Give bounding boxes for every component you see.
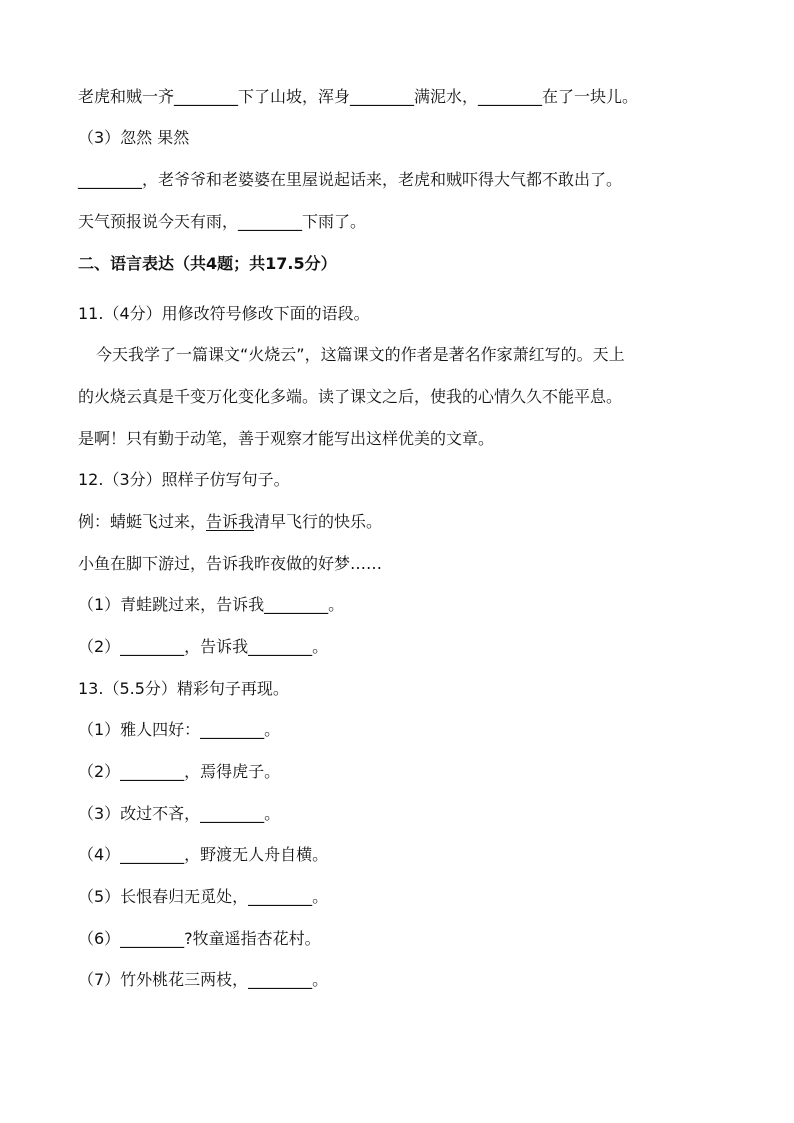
question-13-item-1: （1）雅人四好：________。 (78, 720, 281, 739)
paragraph-line-2: 的火烧云真是千变万化变化多端。读了课文之后，使我的心情久久不能平息。 (78, 387, 623, 406)
question-11-title: 11.（4分）用修改符号修改下面的语段。 (78, 304, 370, 323)
example-sentence (78, 511, 738, 533)
example-prefix: 例：蜻蜓飞过来， (78, 512, 207, 531)
question-13-item-4: （4）________，野渡无人舟自横。 (78, 845, 329, 864)
text-line-1: 老虎和贼一齐________下了山坡，浑身________满泥水，________在了一块儿。 (78, 87, 639, 106)
text-line-4: 天气预报说今天有雨，________下雨了。 (78, 212, 367, 231)
question-12-item-1: （1）青蛙跳过来，告诉我________。 (78, 595, 345, 614)
question-13-item-2: （2）________，焉得虎子。 (78, 762, 281, 781)
question-13-item-7: （7）竹外桃花三两枝，________。 (78, 970, 329, 989)
example-suffix: 清早飞行的快乐。 (254, 512, 383, 531)
question-13-item-3: （3）改过不吝，________。 (78, 804, 281, 823)
question-13-item-5: （5）长恨春归无觅处，________。 (78, 887, 329, 906)
question-12-item-2: （2）________，告诉我________。 (78, 637, 329, 656)
text-line-3: ________，老爷爷和老婆婆在里屋说起话来，老虎和贼吓得大气都不敢出了。 (78, 170, 623, 189)
question-13-item-6: （6）________?牧童遥指杏花村。 (78, 929, 321, 948)
example-underlined: 告诉我 (206, 512, 255, 531)
question-12-title: 12.（3分）照样子仿写句子。 (78, 470, 290, 489)
text-line-2: （3）忽然 果然 (78, 128, 190, 147)
paragraph-line-3: 是啊！只有勤于动笔，善于观察才能写出这样优美的文章。 (78, 429, 495, 448)
paragraph-line-1: 今天我学了一篇课文“火烧云”，这篇课文的作者是著名作家萧红写的。天上 (96, 345, 625, 364)
question-13-title: 13.（5.5分）精彩句子再现。 (78, 679, 289, 698)
section-heading: 二、语言表达（共4题；共17.5分） (78, 254, 337, 273)
example-sentence-2: 小鱼在脚下游过，告诉我昨夜做的好梦…… (78, 554, 383, 573)
